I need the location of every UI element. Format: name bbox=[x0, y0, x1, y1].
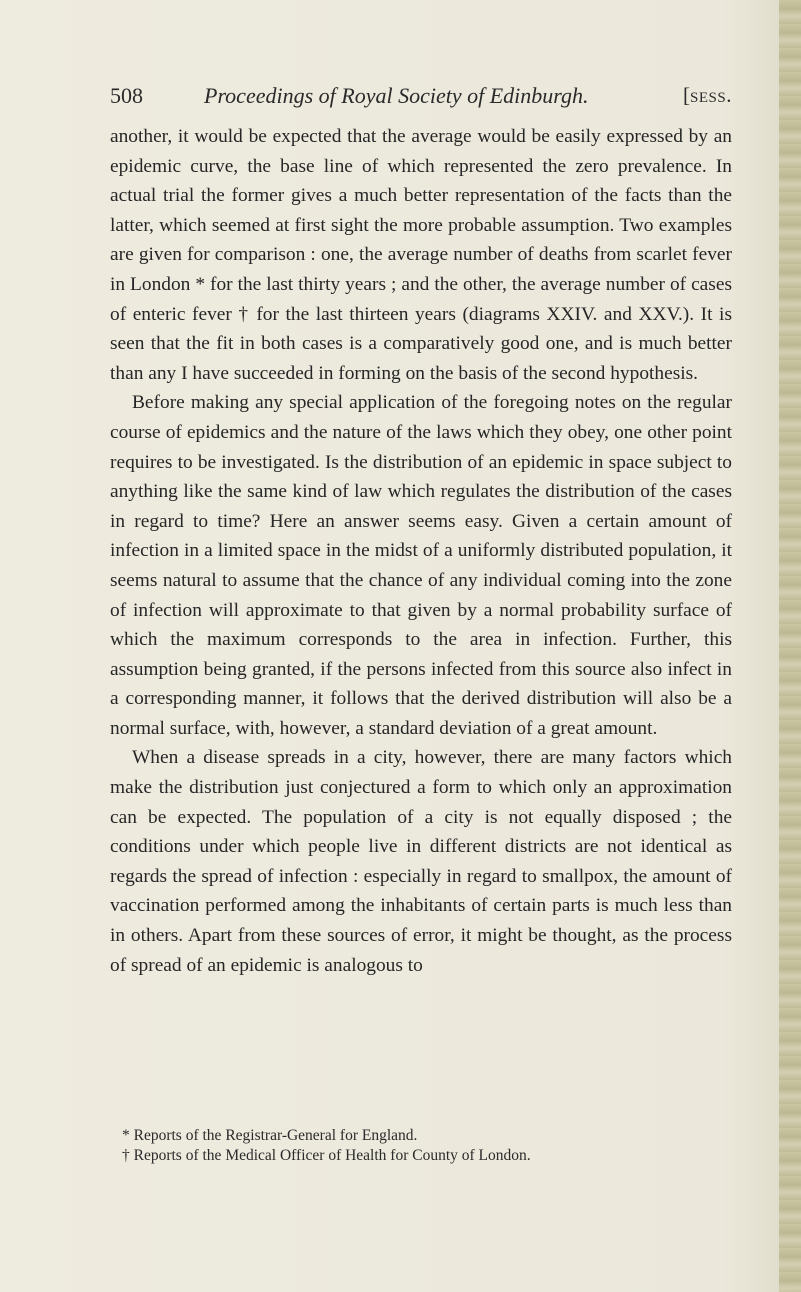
running-title: Proceedings of Royal Society of Edinburgh. bbox=[204, 83, 589, 108]
section-mark bbox=[683, 83, 732, 108]
paragraph-1: another, it would be expected that the average would be easily expressed by an epidemic curve, the base line of which represented the zero prevalence. In actual trial the former gives a much better representation of the facts than the latter, which seemed at first sight the more probable assumption. Two examples are given for comparison : one, the average number of deaths from scarlet fever in London * for the last thirty years ; and the other, the average number of cases of enteric fever † for the last thirteen years (diagrams XXIV. and XXV.). It is seen that the fit in both cases is a comparatively good one, and is much better than any I have succeeded in forming on the basis of the second hypothesis. bbox=[110, 126, 732, 384]
body-text bbox=[110, 122, 732, 980]
page-edge bbox=[779, 0, 801, 1292]
footnote-2: † Reports of the Medical Officer of Health for County of London. bbox=[122, 1147, 531, 1164]
footnote-1: * Reports of the Registrar-General for England. bbox=[122, 1127, 418, 1144]
page-number: 508 bbox=[110, 83, 143, 108]
footnotes bbox=[110, 1126, 732, 1166]
section-label: sess. bbox=[690, 83, 732, 107]
section-bracket: [ bbox=[683, 83, 691, 107]
running-header bbox=[110, 83, 732, 113]
paragraph-3: When a disease spreads in a city, however, there are many factors which make the distribution just conjectured a form to which only an approximation can be expected. The population of a city is not equally disposed ; the conditions under which people live in different districts are not identical as regards the spread of infection : especially in regard to smallpox, the amount of vaccination performed among the inhabitants of certain parts is much less than in others. Apart from these sources of error, it might be thought, as the process of spread of an epidemic is analogous to bbox=[110, 747, 732, 976]
paragraph-2: Before making any special application of the foregoing notes on the regular course of epidemics and the nature of the laws which they obey, one other point requires to be investigated. Is the distribution of an epidemic in space subject to anything like the same kind of law which regulates the distribution of the cases in regard to time? Here an answer seems easy. Given a certain amount of infection in a limited space in the midst of a uniformly distributed population, it seems natural to assume that the chance of any individual coming into the zone of infection will approximate to that given by a normal probability surface of which the maximum corresponds to the area in infection. Further, this assumption being granted, if the persons infected from this source also infect in a corresponding manner, it follows that the derived distribution will also be a normal surface, with, however, a standard deviation of a great amount. bbox=[110, 392, 732, 739]
